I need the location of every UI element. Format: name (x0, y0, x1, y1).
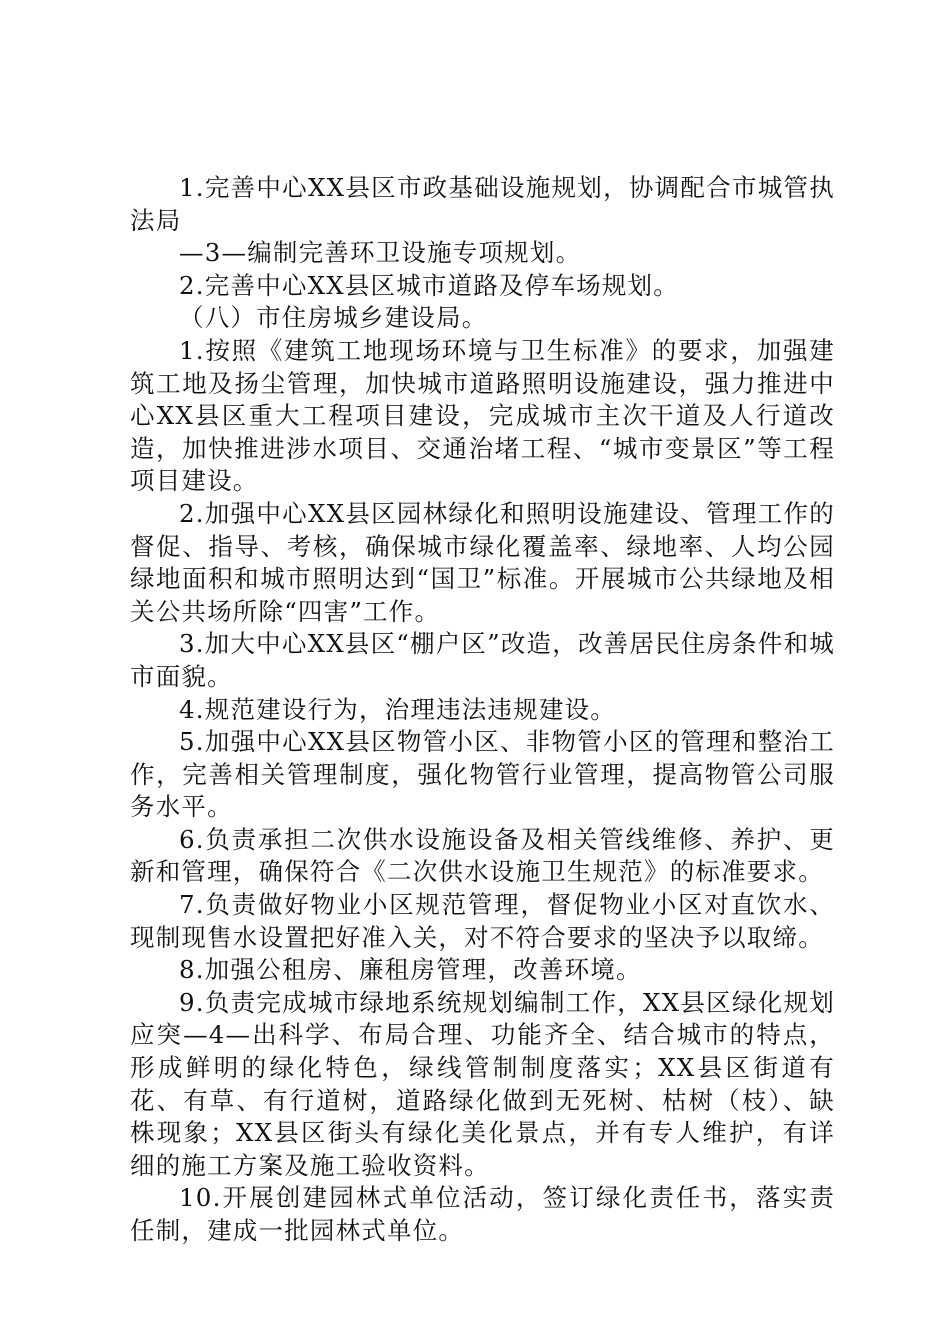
paragraph-9: 5.加强中心XX县区物管小区、非物管小区的管理和整治工作，完善相关管理制度，强化物管行业管理，提高物管公司服务水平。 (130, 727, 835, 822)
paragraph-12: 8.加强公租房、廉租房管理，改善环境。 (179, 955, 642, 985)
paragraph-1: 1.完善中心XX县区市政基础设施规划，协调配合市城管执法局 (130, 173, 835, 235)
paragraph-6: 2.加强中心XX县区园林绿化和照明设施建设、管理工作的督促、指导、考核，确保城市绿化覆盖率、绿地率、人均公园绿地面积和城市照明达到“国卫”标准。开展城市公共绿地及相关公共场所除“四害”工作。 (130, 498, 835, 626)
paragraph-8: 4.规范建设行为，治理违法违规建设。 (179, 694, 616, 724)
paragraph-7: 3.加大中心XX县区“棚户区”改造，改善居民住房条件和城市面貌。 (130, 629, 835, 691)
paragraph-13: 9.负责完成城市绿地系统规划编制工作，XX县区绿化规划应突—4—出科学、布局合理、功能齐全、结合城市的特点，形成鲜明的绿化特色，绿线管制制度落实；XX县区街道有花、有草、有行道树，道路绿化做到无死树、枯树（枝）、缺株现象；XX县区街头有绿化美化景点，并有专人维护，有详细的施工方案及施工验收资料。 (130, 987, 835, 1180)
paragraph-14: 10.开展创建园林式单位活动，签订绿化责任书，落实责任制，建成一批园林式单位。 (130, 1183, 835, 1245)
paragraph-10: 6.负责承担二次供水设施设备及相关管线维修、养护、更新和管理，确保符合《二次供水设施卫生规范》的标准要求。 (130, 824, 835, 887)
section-heading: （八）市住房城乡建设局。 (179, 303, 488, 333)
paragraph-11: 7.负责做好物业小区规范管理，督促物业小区对直饮水、现制现售水设置把好准入关，对不符合要求的坚决予以取缔。 (130, 890, 835, 952)
paragraph-2: —3—编制完善环卫设施专项规划。 (179, 238, 582, 268)
paragraph-5: 1.按照《建筑工地现场环境与卫生标准》的要求，加强建筑工地及扬尘管理，加快城市道路照明设施建设，强力推进中心XX县区重大工程项目建设，完成城市主次干道及人行道改造，加快推进涉水项目、交通治堵工程、“城市变景区”等工程项目建设。 (130, 335, 835, 496)
document-body (130, 172, 835, 1248)
paragraph-3: 2.完善中心XX县区城市道路及停车场规划。 (179, 270, 679, 300)
